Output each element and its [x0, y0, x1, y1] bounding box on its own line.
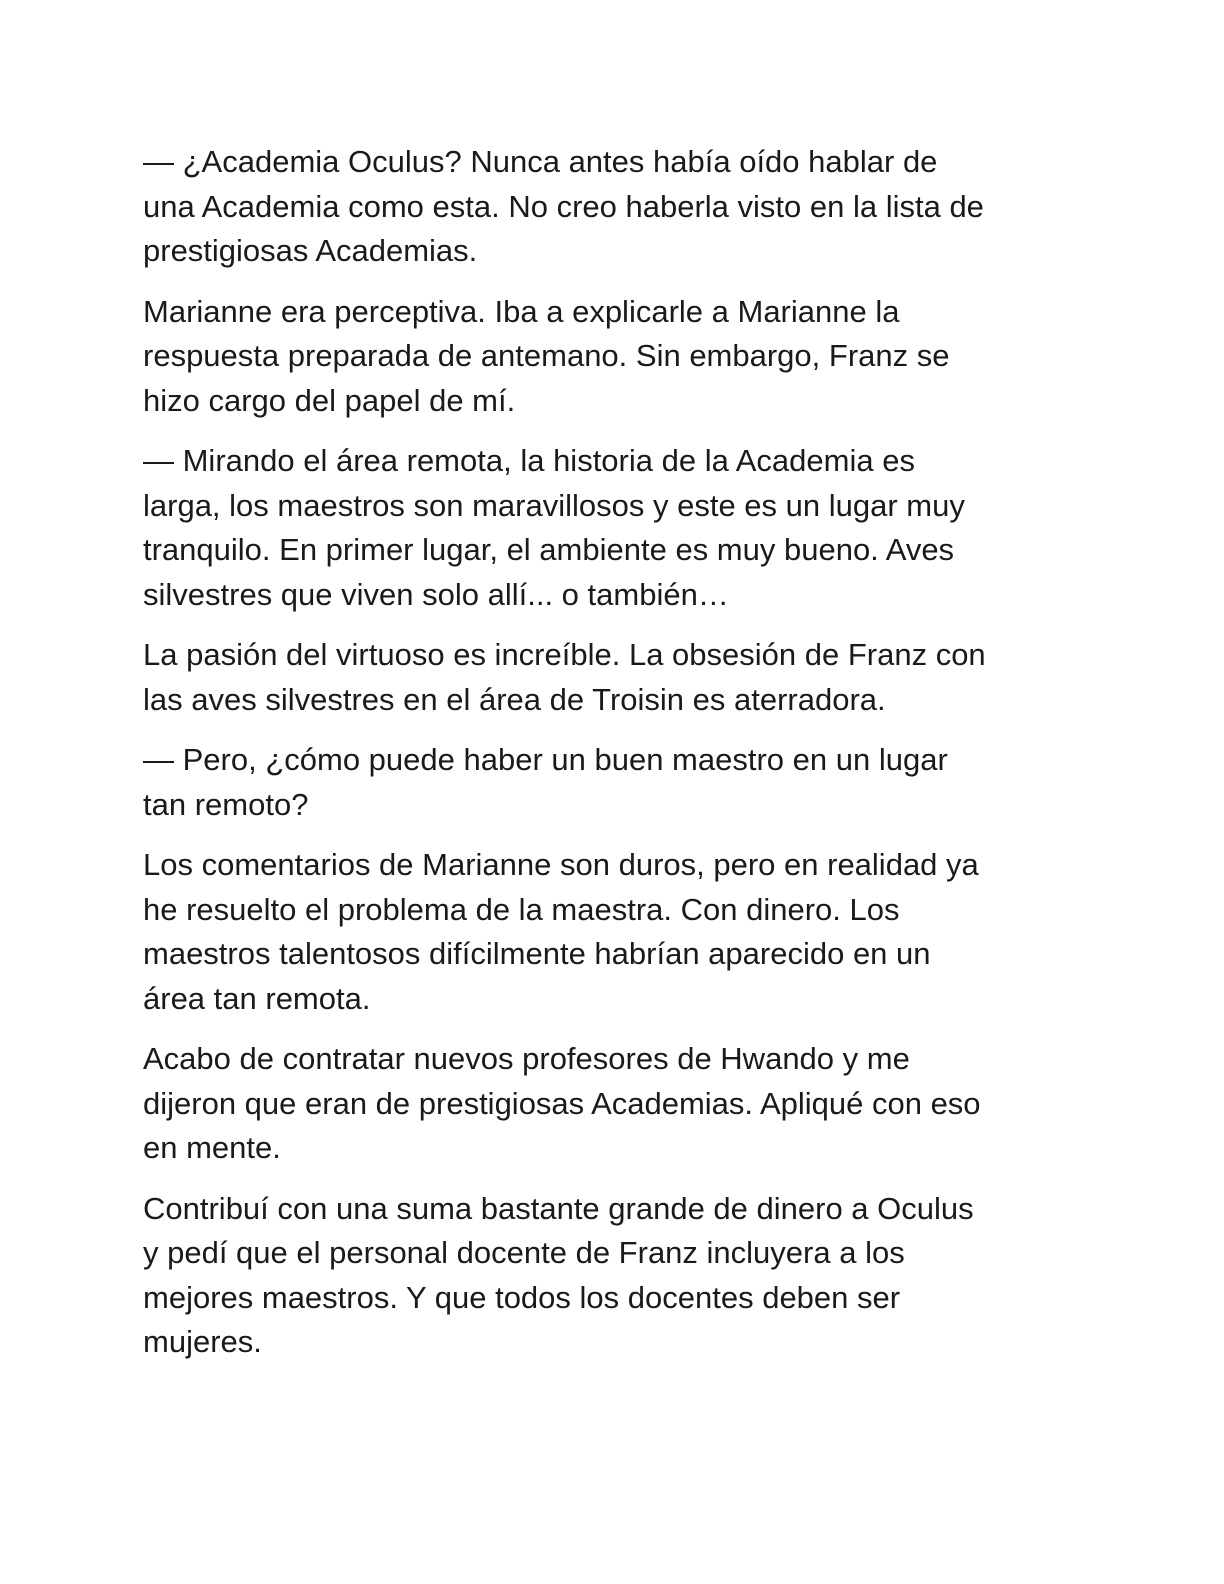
text-line: y pedí que el personal docente de Franz incluyera a los: [143, 1235, 905, 1270]
text-line: — Mirando el área remota, la historia de la Academia es: [143, 443, 915, 478]
document-body: [143, 140, 1078, 1381]
text-line: he resuelto el problema de la maestra. Con dinero. Los: [143, 891, 900, 927]
text-line: Acabo de contratar nuevos profesores de Hwando y me: [143, 1041, 910, 1076]
paragraph-3: [143, 439, 1078, 617]
text-line: tranquilo. En primer lugar, el ambiente es muy bueno. Aves: [143, 532, 955, 567]
paragraph-6: [143, 843, 1078, 1021]
text-line: área tan remota.: [143, 980, 371, 1016]
paragraph-8: [143, 1187, 1078, 1365]
text-line: en mente.: [143, 1130, 281, 1165]
paragraph-4: [143, 633, 1078, 722]
text-line: hizo cargo del papel de mí.: [143, 382, 516, 418]
text-line: respuesta preparada de antemano. Sin embargo, Franz se: [143, 338, 950, 373]
paragraph-7: [143, 1037, 1078, 1171]
text-line: dijeron que eran de prestigiosas Academias. Apliqué con eso: [143, 1085, 981, 1121]
paragraph-5: [143, 738, 1078, 827]
text-line: tan remoto?: [143, 786, 309, 822]
text-line: larga, los maestros son maravillosos y este es un lugar muy: [143, 487, 965, 523]
text-line: La pasión del virtuoso es increíble. La obsesión de Franz con: [143, 637, 986, 672]
text-line: Marianne era perceptiva. Iba a explicarle a Marianne la: [143, 293, 900, 329]
paragraph-1: [143, 140, 1078, 274]
text-line: Los comentarios de Marianne son duros, pero en realidad ya: [143, 847, 979, 882]
text-line: una Academia como esta. No creo haberla visto en la lista de: [143, 188, 984, 224]
text-line: mujeres.: [143, 1324, 262, 1359]
text-line: mejores maestros. Y que todos los docentes deben ser: [143, 1279, 901, 1315]
text-line: prestigiosas Academias.: [143, 233, 478, 268]
text-line: — ¿Academia Oculus? Nunca antes había oído hablar de: [143, 144, 938, 179]
text-line: silvestres que viven solo allí... o también…: [143, 576, 729, 612]
text-line: maestros talentosos difícilmente habrían aparecido en un: [143, 936, 931, 971]
text-line: Contribuí con una suma bastante grande de dinero a Oculus: [143, 1190, 974, 1226]
text-line: — Pero, ¿cómo puede haber un buen maestro en un lugar: [143, 742, 948, 777]
text-line: las aves silvestres en el área de Troisin es aterradora.: [143, 681, 886, 717]
paragraph-2: [143, 290, 1078, 424]
